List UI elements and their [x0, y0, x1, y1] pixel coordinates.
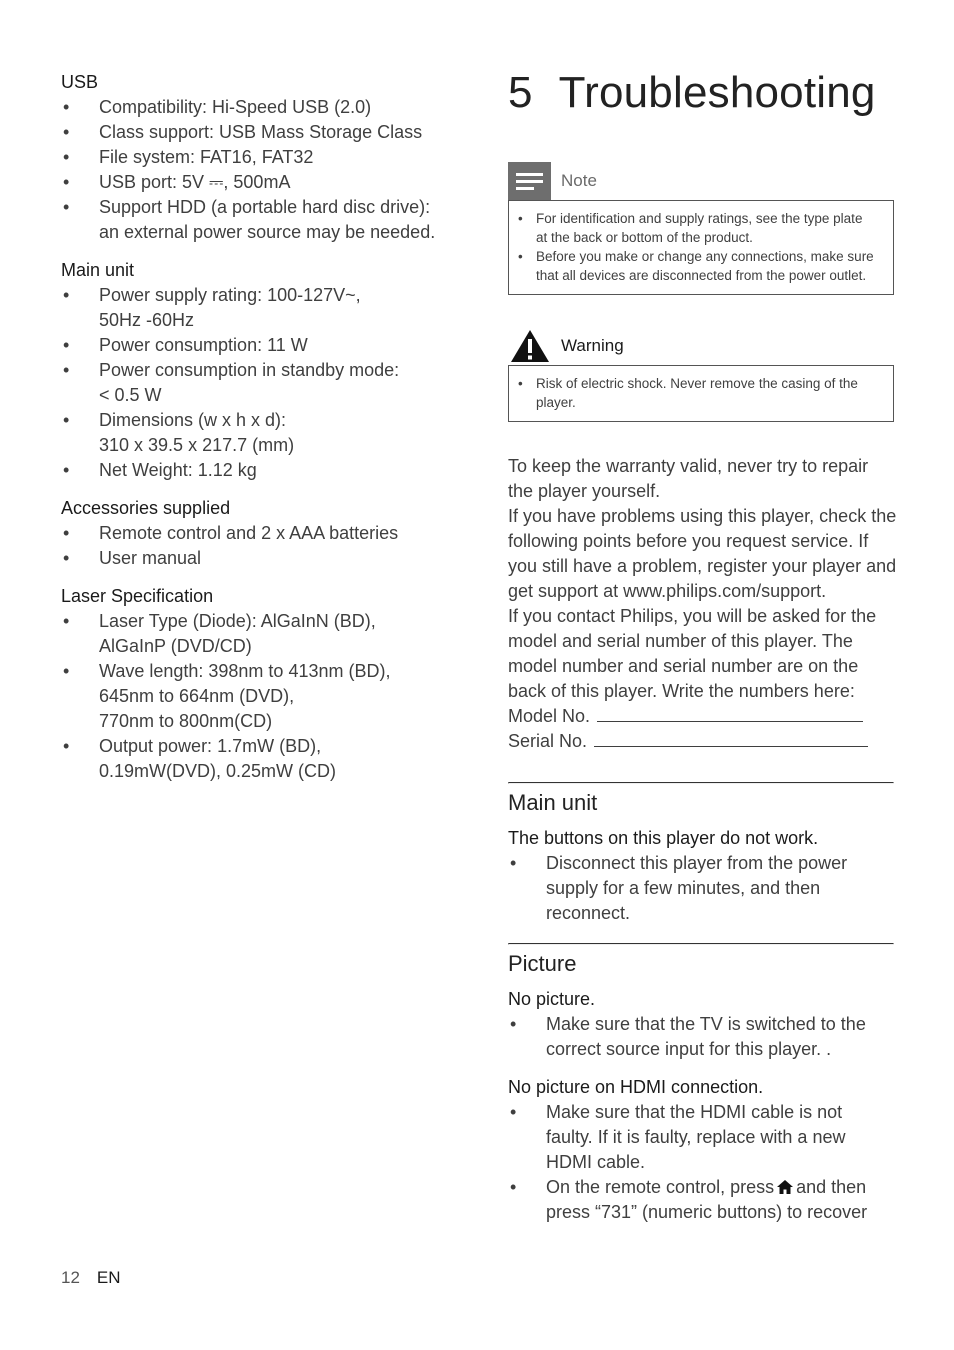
list-item: • Net Weight: 1.12 kg	[61, 458, 461, 483]
language-code: EN	[96, 1268, 121, 1287]
chapter-number: 5	[508, 68, 533, 117]
spec-group-main-unit	[61, 258, 461, 483]
list-item: • Make sure that the TV is switched to the correct source input for this player. .	[508, 1012, 894, 1062]
list-item: • Wave length: 398nm to 413nm (BD), 645nm to 664nm (DVD), 770nm to 800nm(CD)	[61, 659, 461, 734]
list-item: • Output power: 1.7mW (BD), 0.19mW(DVD), 0.25mW (CD)	[61, 734, 461, 784]
list-item: • On the remote control, press and then press “731” (numeric buttons) to recover	[508, 1175, 894, 1225]
list-item: • Power consumption: 11 W	[61, 333, 461, 358]
model-number-field: Model No.	[508, 704, 894, 729]
problem-heading: No picture.	[508, 989, 596, 1009]
problem-heading: The buttons on this player do not work.	[508, 828, 819, 848]
list-item: • Dimensions (w x h x d): 310 x 39.5 x 217.7 (mm)	[61, 408, 461, 458]
list-item: • Disconnect this player from the power supply for a few minutes, and then reconnect.	[508, 851, 894, 926]
spec-heading: USB	[61, 72, 99, 92]
note-box	[508, 200, 894, 295]
note-callout	[508, 162, 894, 295]
specifications-column	[61, 70, 461, 797]
troubleshooting-column	[508, 62, 897, 1238]
list-item: • Support HDD (a portable hard disc drive): an external power source may be needed.	[61, 195, 461, 245]
chapter-title-text: Troubleshooting	[558, 68, 876, 117]
spec-heading: Accessories supplied	[61, 498, 231, 518]
chapter-title	[508, 62, 894, 124]
page-number: 12	[61, 1268, 80, 1287]
warning-box	[508, 365, 894, 422]
section-title: Main unit	[508, 790, 598, 815]
list-item: • Make sure that the HDMI cable is not faulty. If it is faulty, replace with a new HDMI cable.	[508, 1100, 894, 1175]
warning-icon	[508, 327, 551, 365]
list-item: • Risk of electric shock. Never remove the casing of the player.	[517, 374, 885, 412]
page-footer	[61, 1266, 121, 1290]
serial-number-field: Serial No.	[508, 729, 894, 754]
list-item: • Laser Type (Diode): AlGaInN (BD), AlGaInP (DVD/CD)	[61, 609, 461, 659]
warning-callout	[508, 327, 894, 422]
note-icon	[508, 162, 551, 200]
spec-heading: Laser Specification	[61, 586, 214, 606]
list-item: • Power supply rating: 100-127V~, 50Hz -60Hz	[61, 283, 461, 333]
section-picture	[508, 943, 894, 1225]
list-item: • Remote control and 2 x AAA batteries	[61, 521, 461, 546]
list-item: • Class support: USB Mass Storage Class	[61, 120, 461, 145]
list-item: • USB port: 5V ⎓, 500mA	[61, 170, 461, 195]
list-item: • Before you make or change any connections, make sure that all devices are disconnected from the power outlet.	[517, 247, 885, 285]
spec-group-accessories	[61, 496, 461, 571]
problem-heading: No picture on HDMI connection.	[508, 1077, 764, 1097]
spec-heading: Main unit	[61, 260, 135, 280]
spec-group-usb	[61, 70, 461, 245]
spec-group-laser	[61, 584, 461, 784]
intro-text: To keep the warranty valid, never try to repair the player yourself. If you have problems using this player, check the following points before you request service. If you still have a problem, register your player and get support at www.philips.com/support. If you contact Philips, you will be asked for the model and serial number of this player. The model number and serial number are on the back of this player. Write the numbers here: Model No. Serial No.	[508, 454, 894, 754]
home-icon	[777, 1180, 793, 1194]
section-main-unit	[508, 782, 894, 926]
note-title: Note	[561, 171, 597, 190]
list-item: • For identification and supply ratings, see the type plate at the back or bottom of the product.	[517, 209, 885, 247]
list-item: • Compatibility: Hi-Speed USB (2.0)	[61, 95, 461, 120]
list-item: • Power consumption in standby mode: < 0.5 W	[61, 358, 461, 408]
list-item: • User manual	[61, 546, 461, 571]
section-title: Picture	[508, 951, 577, 976]
list-item: • File system: FAT16, FAT32	[61, 145, 461, 170]
warning-title: Warning	[561, 336, 624, 355]
